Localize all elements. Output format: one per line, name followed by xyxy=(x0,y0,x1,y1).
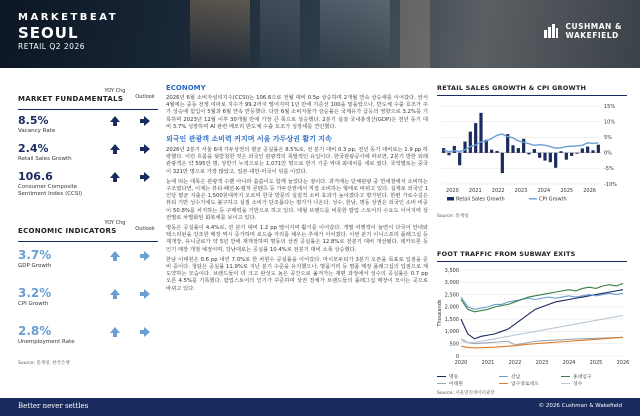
y-tick-label: 1,000 xyxy=(444,329,459,336)
metric-value: 2.4% xyxy=(18,142,49,155)
traffic-chart-legend xyxy=(437,373,627,387)
y-tick-label: 0% xyxy=(604,150,612,157)
fundamentals-title: MARKET FUNDAMENTALS xyxy=(18,95,124,103)
retail-chart-title: RETAIL SALES GROWTH & CPI GROWTH xyxy=(437,84,627,96)
retail-sales-bar xyxy=(586,147,589,153)
arrow-up-icon xyxy=(110,144,120,154)
metric-ccsi xyxy=(18,170,158,202)
metric-retail-sales-growth xyxy=(18,142,158,166)
economic-source: Source: 통계청, 한국은행 xyxy=(18,361,70,366)
retail-sales-bar xyxy=(522,139,525,153)
x-tick-label: 2022 xyxy=(508,360,522,366)
y-tick-label: 0 xyxy=(455,353,459,360)
arrow-up-icon xyxy=(110,251,120,261)
metric-label: Retail Sales Growth xyxy=(18,156,72,162)
legend-swatch xyxy=(499,383,508,385)
page-header xyxy=(0,0,640,68)
x-tick-label: 2026 xyxy=(583,188,596,194)
retail-sales-bar xyxy=(447,153,450,155)
retail-sales-bar xyxy=(533,149,536,153)
arrow-up-icon xyxy=(110,116,120,126)
legend-swatch xyxy=(437,383,446,385)
arrow-right-icon xyxy=(140,116,150,126)
retail-sales-bar xyxy=(565,153,568,160)
metric-value: 2.8% xyxy=(18,324,52,338)
y-tick-label: 3,000 xyxy=(444,280,459,287)
traffic-chart-source: Source: 서울열린데이터광장 xyxy=(437,391,495,396)
legend-label: 강남 xyxy=(511,375,521,380)
y-tick-label: -5% xyxy=(604,166,614,173)
cw-logo-icon xyxy=(542,22,560,40)
foot-traffic-section xyxy=(437,250,630,396)
tourism-paragraph-4: 한남 이태원은 0.6 pp 내린 7.0%로 한 차원수 공실률을 이어갔다. 마시모두티가 3분기 오픈을 목표로 입점을 준비 중이다. 청담은 공실률 11.9%로 지난 분기 수준을 유지했으나, 명품거리 등 명품 매장 플래그십의 입점으로 재도약하는 모습이다. 브랜드들이 더 크고 완성도 높은 공간으로 옮겨가는 재편 과정에서 성수의 공실률은 0.7 pp 오른 4.5%를 기록했다. 팝업스토어의 인기가 꾸준하며 상권 전체가 브랜드들의 플래그십 매장이 모이는 곳으로 바뀌고 있다. xyxy=(166,256,428,292)
economic-header xyxy=(18,220,158,242)
logo-line-2: WAKEFIELD xyxy=(565,31,619,40)
arrow-up-icon xyxy=(110,289,120,299)
retail-sales-bar xyxy=(554,153,557,168)
x-tick-label: 2025 xyxy=(589,360,603,366)
legend-item xyxy=(437,380,499,387)
metric-value: 106.6 xyxy=(18,170,53,183)
y-tick-label: 500 xyxy=(449,341,459,348)
right-column xyxy=(437,84,630,396)
footer-copyright: © 2026 Cushman & Wakefield xyxy=(538,403,622,409)
y-tick-label: 2,500 xyxy=(444,292,459,299)
retail-sales-bar xyxy=(591,150,594,152)
yoy-column-header: YOY Chg xyxy=(104,220,126,226)
legend-item xyxy=(437,373,499,380)
economy-heading: ECONOMY xyxy=(166,84,206,92)
retail-sales-bar xyxy=(463,142,466,153)
report-period: RETAIL Q2 2026 xyxy=(18,42,85,51)
metric-gdp-growth xyxy=(18,248,158,280)
y-tick-label: 3,500 xyxy=(444,267,459,274)
header-background-building xyxy=(400,0,430,68)
y-tick-label: 2,000 xyxy=(444,304,459,311)
retail-sales-bar xyxy=(538,153,541,158)
arrow-right-icon xyxy=(140,289,150,299)
footer-tagline: Better never settles xyxy=(18,402,89,410)
legend-item xyxy=(499,380,561,387)
y-tick-label: -10% xyxy=(604,181,617,188)
x-tick-label: 2025 xyxy=(560,188,574,194)
legend-item xyxy=(561,373,623,380)
legend-label-cpi: CPI Growth xyxy=(539,196,567,203)
retail-sales-bar xyxy=(458,153,461,165)
x-tick-label: 2020 xyxy=(454,360,468,366)
retail-sales-bar xyxy=(575,153,578,154)
legend-label: 홍대입구 xyxy=(573,375,592,380)
foot-traffic-chart xyxy=(437,264,630,368)
fundamentals-header xyxy=(18,88,158,110)
y-tick-label: 1,500 xyxy=(444,316,459,323)
tourism-paragraph-2: 눈에 띄는 대목은 관광객 수뿐 아니라 씀씀이도 함께 늘었다는 점이다. 과거에는 단체관광 중 면세점에서 소비하는 구조였다면, 이제는 뷰티·패션·K-컬처 콘텐츠 등 가두상권에서 직접 소비하는 형태로 바뀌고 있다. 실제로 외국인 1인당 평균 지출은 1,500원대까지 오르며 한국 방문의 실질적 소비 효과가 높아졌다고 평가된다. 한편 가로수길은 뷰티 기반 성수기에도 불구하고 실질 소비가 단조롭다는 평가가 나온다. 성수, 한남, 명동 상권은 외국인 소비 비중이 50.8%를 차지하는 등 구매력을 기반으로 하고 있다. 대형 브랜드를 비롯한 팝업 스토어의 수요도 이어지며 상권별로 차별화된 회복세를 보이고 있다. xyxy=(166,178,428,221)
outlook-column-header: Outlook xyxy=(135,226,155,232)
economic-title: ECONOMIC INDICATORS xyxy=(18,227,117,235)
yoy-column-header: YOY Chg xyxy=(104,88,126,94)
retail-sales-bar xyxy=(469,132,472,153)
metric-label: Consumer Composite Sentiment Index (CCSI) xyxy=(18,184,83,197)
x-tick-label: 2024 xyxy=(562,360,576,366)
legend-item xyxy=(499,373,561,380)
tourism-paragraph-1: 2026년 2분기 서울 6대 가두상권의 평균 공실률은 8.5%로, 전 분기 대비 0.3 pp, 전년 동기 대비로는 1.9 pp 하락했다. 이런 흐름을 뒷받침한 것은 외국인 관광객의 폭발적인 유입이다. 한국관광공사에 따르면, 2분기 방한 외래관광객은 약 595만 명, 상반기 누적으로는 1,071만 명으로 반기 기준 역대 최대치를 새로 썼다. 국적별로는 중국이 321만 명으로 가장 많았고, 일본·대만·미국이 뒤를 이었다. xyxy=(166,147,428,175)
x-tick-label: 2022 xyxy=(491,188,505,194)
y-tick-label: 15% xyxy=(604,103,616,110)
retail-sales-bar xyxy=(501,153,504,173)
retail-chart-source: Source: 통계청 xyxy=(437,214,469,219)
header-background-building xyxy=(260,0,300,68)
x-tick-label: 2023 xyxy=(514,188,528,194)
arrow-up-icon xyxy=(110,327,120,337)
retail-sales-bar xyxy=(517,148,520,153)
metric-label: CPI Growth xyxy=(18,301,49,307)
legend-label-retail: Retail Sales Growth xyxy=(456,196,505,203)
x-tick-label: 2023 xyxy=(535,360,549,366)
metric-label: GDP Growth xyxy=(18,263,52,269)
metric-value: 3.7% xyxy=(18,248,52,262)
legend-swatch xyxy=(561,383,570,385)
company-logo xyxy=(542,22,622,40)
left-column xyxy=(18,88,158,366)
retail-sales-bar xyxy=(597,145,600,153)
header-background-building xyxy=(320,0,390,68)
metric-vacancy-rate xyxy=(18,114,158,138)
city-title: SEOUL xyxy=(18,24,79,42)
metric-label: Unemployment Rate xyxy=(18,339,75,345)
legend-swatch xyxy=(437,376,446,378)
metric-value: 8.5% xyxy=(18,114,49,127)
page-footer xyxy=(0,398,640,416)
metric-label: Vacancy Rate xyxy=(18,128,56,134)
legend-label: 명동 xyxy=(449,375,459,380)
legend-label: 압구정로데오 xyxy=(511,382,539,387)
retail-sales-bar xyxy=(453,146,456,153)
x-tick-label: 2024 xyxy=(537,188,551,194)
legend-swatch-retail xyxy=(447,197,454,201)
logo-line-1: CUSHMAN & xyxy=(565,22,622,31)
y-tick-label: 5% xyxy=(604,135,612,141)
traffic-chart-title: FOOT TRAFFIC FROM SUBWAY EXITS xyxy=(437,250,627,262)
retail-sales-bar xyxy=(511,145,514,152)
retail-sales-cpi-chart xyxy=(437,98,627,206)
arrow-right-icon xyxy=(140,144,150,154)
arrow-right-icon xyxy=(140,172,150,182)
body-text-column xyxy=(166,84,428,296)
retail-sales-bar xyxy=(559,151,562,153)
legend-swatch xyxy=(499,376,508,378)
arrow-right-icon xyxy=(140,251,150,261)
retail-sales-bar xyxy=(474,123,477,153)
tourism-paragraph-3: 명동은 공실률이 4.4%로, 전 분기 대비 1.2 pp 떨어지며 활기를 이어갔다. 개별 여행객이 늘면서 다국어 안내와 택스리펀을 강조한 매장 역시 증가하며 로드숍 자리를 채우는 추세가 이어졌다. 이번 분기 이니스프리 플래그십 등 재개장, 유니클로가 약 5년 만에 재개장하며 명동의 상권 공실률은 12.8%로 전분기 대비 개선됐다. 데카트론 등 인기 매장 개점 예정이며, 강남대로는 공실률 10.4%로 전분기 대비 소폭 상승했다. xyxy=(166,225,428,253)
brand-label: MARKETBEAT xyxy=(18,12,119,23)
cpi-growth-line xyxy=(444,134,599,151)
legend-item xyxy=(561,380,623,387)
metric-cpi-growth xyxy=(18,286,158,318)
retail-sales-bar xyxy=(495,151,498,153)
x-tick-label: 2021 xyxy=(468,188,482,194)
legend-label: 이태원 xyxy=(449,382,463,387)
retail-sales-bar xyxy=(543,153,546,161)
economy-paragraph: 2026년 6월 소비자심리지수(CCSI)는 106.6으로 전월 대비 0.5p 상승하며 2개월 연속 상승세를 이어갔다. 앞서 4월에는 중동 전쟁 여파로 지수가 99.2까지 떨어지며 1년 만에 기준선 100을 밑돌았으나, 반도체 수출 호조가 주가 상승에 힘입어 5월과 6월 연속 반등했다. 다만 6월 소비자물가 상승률은 국제유가 급등의 영향으로 3.2%를 기록하며 2023년 12월 이후 30개월 만에 가장 큰 폭으로 상승했다. 2분기 실질 국내총생산(GDP)은 전년 동기 대비 3.7% 성장하며 AI 관련 메모리 반도체 수출 호조가 성장세를 견인했다. xyxy=(166,95,428,130)
tourism-heading: 외국인 관광객 소비력 커지며 서울 가두상권 활기 지속 xyxy=(166,135,332,144)
outlook-column-header: Outlook xyxy=(135,94,155,100)
arrow-right-icon xyxy=(140,327,150,337)
legend-label: 성수 xyxy=(573,382,583,387)
retail-sales-bar xyxy=(549,153,552,162)
metric-value: 3.2% xyxy=(18,286,52,300)
legend-swatch xyxy=(561,376,570,378)
header-background-building xyxy=(190,0,250,68)
retail-sales-bar xyxy=(490,150,493,153)
y-tick-label: 10% xyxy=(604,119,616,126)
retail-sales-bar xyxy=(479,113,482,153)
retail-sales-bar xyxy=(570,153,573,156)
x-tick-label: 2020 xyxy=(446,188,459,194)
x-tick-label: 2026 xyxy=(616,360,630,366)
retail-sales-bar xyxy=(527,153,530,155)
y-axis-label: Thousands xyxy=(437,299,443,327)
x-tick-label: 2021 xyxy=(481,360,495,366)
retail-sales-bar xyxy=(581,148,584,152)
arrow-up-icon xyxy=(110,172,120,182)
metric-unemployment-rate xyxy=(18,324,158,356)
